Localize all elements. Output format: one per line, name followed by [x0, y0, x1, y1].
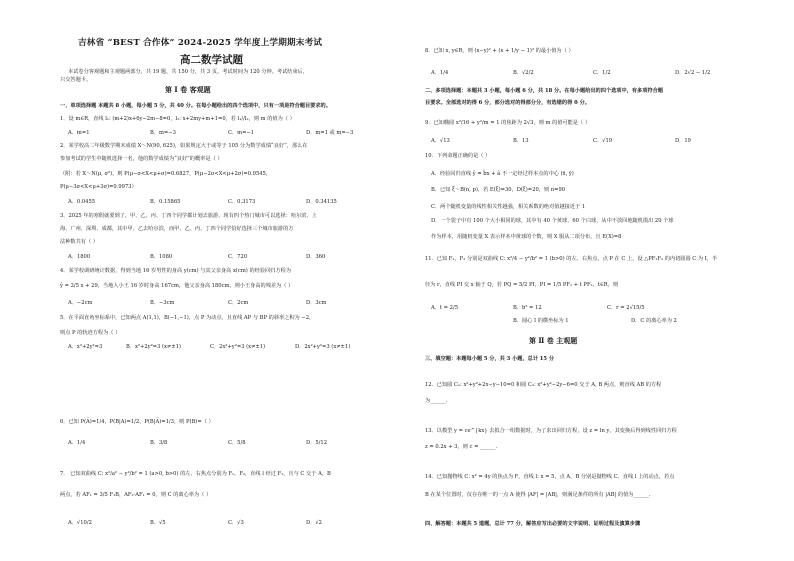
q10-option-d-line-1: D．一个袋子中有 100 个大小相同的球，其中有 40 个黄球、60 个白球，从中不放回地随机摸出 20 个球 [431, 218, 674, 224]
q6-option-b: B．3/8 [150, 440, 168, 446]
q11-option-a: A．t = 2/5 [431, 305, 459, 311]
q11-option-b: B．b² = 12 [513, 305, 542, 311]
q1-option-b: B．m=−3 [150, 130, 176, 136]
q3-line-3: 法种数共有（ ） [60, 239, 98, 245]
q9-stem: 9．已知椭圆 x²/16 + y²/m = 1 的焦距为 2√3，则 m 的值可能是（ ） [425, 120, 591, 126]
q2-line-3: （附：若 X～N(μ, σ²)，则 P(μ−σ<X<μ+σ)=0.6827，P(μ−2σ<X<μ+2σ)=0.9545， [60, 171, 272, 177]
q2-option-a: A．0.0455 [68, 199, 96, 205]
q10-stem: 10．下列命题正确的是（ ） [425, 153, 491, 159]
instructions-line-2: 只交答题卡。 [60, 77, 92, 83]
q1-option-d: D．m=1 或 m=−3 [306, 130, 354, 136]
part2-heading: 第 Ⅱ 卷 主观题 [529, 336, 578, 345]
q7-option-b: B．√5 [150, 520, 166, 526]
q13-line-2: z = 0.2x + 3，则 c = ______. [425, 444, 498, 450]
q4-option-d: D．3cm [306, 300, 327, 306]
q7-option-c: C．√3 [228, 520, 244, 526]
q11-option-d: D．C 的离心率为 2 [631, 318, 677, 324]
q11-line-2: 径为 r，直线 PI 交 x 轴于 Q，若 PQ = 5/2 PI，PI = 1/5 PF₁ + t PF₂，t∈R，则 [425, 282, 619, 288]
q9-option-d: D．19 [675, 138, 691, 144]
q1-option-a: A．m=1 [68, 130, 90, 136]
q8-option-b: B．√2/2 [513, 70, 534, 76]
exam-title: 吉林省 “BEST 合作体” 2024-2025 学年度上学期期末考试 [78, 38, 323, 48]
q5-option-c: C．2x²+y²=3 (x≠±1) [210, 344, 266, 350]
q7-line-1: 7． 已知双曲线 C: x²/a² − y²/b² = 1 (a>0, b>0) 的左、右焦点分别为 F₁，F₂，直线 l 经过 F₁，且与 C 交于 A，B [60, 471, 331, 477]
left-column [60, 0, 395, 561]
q4-option-a: A．−2cm [68, 300, 93, 306]
q3-option-b: B．1080 [150, 254, 173, 260]
q2-option-b: B．0.15865 [150, 199, 181, 205]
q1-stem: 1．设 m∈R，直线 l₁: (m+2)x+6y−2m−8=0，l₂: x+2my+m+1=0，若 l₁//l₂，则 m 的值为（ ） [60, 116, 295, 122]
q8-stem: 8．已知 x, y∈R，则 (x−y)² + (x + 1/y − 1)² 的最小值为（ ） [425, 48, 574, 54]
section4-heading: 四、解答题：本题共 5 道题，总计 77 分，解答应写出必要的文字说明、证明过程及演算步骤 [425, 521, 641, 527]
q13-line-1: 13．以模型 y = ce^{kx} 去拟合一组数据时，为了求出回归方程，设 z = ln y，其变换后得到线性回归方程 [425, 428, 677, 434]
q10-option-d-line-2: 作为样本，用随机变量 X 表示样本中黄球的个数，则 X 服从二项分布，且 E(X)=8 [431, 234, 622, 240]
q10-option-a: A．经验回归直线 ŷ = b̂x + â 不一定经过样本点的中心 (x̄, ȳ) [431, 171, 574, 177]
q9-option-a: A．√13 [431, 138, 450, 144]
q10-option-c: C．两个随机变量的线性相关性越强，相关系数的绝对值越接近于 1 [431, 204, 586, 210]
instructions-line-1: 本试卷分客观题和主观题两部分，共 19 题，共 150 分，共 3 页。考试时间为 120 分钟。考试结束后， [68, 69, 309, 75]
q5-option-a: A．x²+2y²=3 [68, 344, 103, 350]
part1-heading: 第 Ⅰ 卷 客观题 [165, 85, 211, 94]
q3-option-c: C．720 [228, 254, 248, 260]
q12-line-2: 为______. [425, 398, 448, 404]
q8-option-a: A．1/4 [431, 70, 449, 76]
q3-line-1: 3．2025 年的寒假就要到了，甲、乙、丙、丁四个同学都计划去旅游，现有四个热门城市可以选择：哈尔滨、上 [60, 213, 317, 219]
q4-line-1: 4．某学校调研统计数据，得到当地 16 岁男性的身高 y(cm) 与其父亲身高 x(cm) 的经验回归方程为 [60, 268, 291, 274]
q5-option-b: B．x²+2y²=3 (x≠±1) [126, 344, 181, 350]
exam-subtitle: 高二数学试题 [180, 54, 243, 66]
q8-option-d: D．2√2 − 1/2 [675, 70, 711, 76]
q5-option-d: D．2x²+y²=3 (x≠±1) [295, 344, 351, 350]
q6-stem: 6．已知 P(A̅)=1/4，P(B|A)=1/2，P(B|A̅)=1/3，则 P(B)=（ ） [60, 419, 214, 425]
q14-line-2: B 在某个位置时，仅存在唯一的一点 A 使得 |AF| = |AB|，则满足条件的所有 |AB| 的值为______. [425, 492, 651, 498]
section3-heading: 三、填空题：本题每小题 5 分，共 3 小题，总计 15 分 [425, 356, 555, 362]
q11-option-b-alt: B．圆心 I 的横坐标为 1 [513, 318, 569, 324]
section2-line-1: 二、多项选择题：本题共 3 小题，每小题 6 分，共 18 分。在每小题给出的四个选项中，有多项符合题 [425, 88, 663, 94]
q4-option-b: B．−3cm [150, 300, 175, 306]
q11-option-c: C．r = 2√15/5 [607, 305, 645, 311]
q2-option-c: C．0.3173 [228, 199, 256, 205]
section2-line-2: 目要求。全部选对的得 6 分，部分选对的得部分分，有选错的得 0 分。 [425, 100, 590, 106]
q8-option-c: C．1/2 [593, 70, 611, 76]
q14-line-1: 14．已知抛物线 C: x² = 4y 的焦点为 F，直线 l: x = 5，点 A，B 分别是抛物线 C、直线 l 上的动点，若点 [425, 474, 675, 480]
q7-line-2: 两点，若 AF₁ = 3/5 F₁B，AF₂·AF₁ = 0，则 C 的离心率为（ ） [60, 492, 212, 498]
q10-option-b: B．已知 ξ～B(n, p)，若 E(ξ)=30，D(ξ)=20，则 n=90 [431, 187, 566, 193]
q12-line-1: 12．已知圆 C₁: x²+y²+2x−y−10=0 和圆 C₂: x²+y²−2y−6=0 交于 A, B 两点，则直线 AB 的方程 [425, 382, 662, 388]
q7-option-d: D．√2 [306, 520, 322, 526]
q11-line-1: 11．已知 F₁，F₂ 分别是双曲线 C: x²/4 − y²/b² = 1 (b>0) 的左、右焦点，点 P 在 C 上，设 △PF₁F₂ 的内切圆圆 C 为 I，半 [425, 256, 718, 262]
q4-line-2: ŷ = 2/5 x + 29，当地人小王 16 岁时身高 167cm，他父亲身高 180cm，则小王身高的残差为（ ） [60, 283, 294, 289]
q7-option-a: A．√10/2 [68, 520, 92, 526]
q9-option-c: C．√19 [593, 138, 613, 144]
q3-option-a: A．1800 [68, 254, 91, 260]
q6-option-a: A．1/4 [68, 440, 86, 446]
q5-line-2: 则点 P 的轨迹方程为（ ） [60, 330, 121, 336]
q2-line-1: 2．某学校高二年级数学期末成绩 X～N(90, 625)，如果规定大于或等于 105 分为数学成绩“良好”，那么在 [60, 143, 308, 149]
right-column [425, 0, 765, 561]
q2-line-2: 参加考试的学生中随机选择一名，他的数学成绩为“良好”的概率是（ ） [60, 156, 223, 162]
q6-option-c: C．5/8 [228, 440, 246, 446]
q5-line-1: 5．在平面直角坐标系中，已知两点 A(1,1)，B(−1,−1)，点 P 为动点，且直线 AP 与 BP 的斜率之积为 −2， [60, 315, 315, 321]
q2-option-d: D．0.34135 [306, 199, 337, 205]
q6-option-d: D．5/12 [306, 440, 327, 446]
q9-option-b: B．13 [513, 138, 529, 144]
q4-option-c: C．2cm [228, 300, 249, 306]
q1-option-c: C．m=−1 [228, 130, 255, 136]
section1-heading: 一、单项选择题 本题共 8 小题，每小题 5 分，共 40 分。在每小题给出的四个选项中，只有一项是符合题目要求的。 [60, 103, 331, 109]
q3-option-d: D．360 [306, 254, 326, 260]
q3-line-2: 海、广州、深圳、成都，其中甲、乙去哈尔滨，而甲、乙、丙、丁四个同学恰好选择三个城市旅游的方 [60, 226, 294, 232]
q2-line-4: P(μ−3σ<X<μ+3σ)=0.9973） [60, 184, 137, 190]
